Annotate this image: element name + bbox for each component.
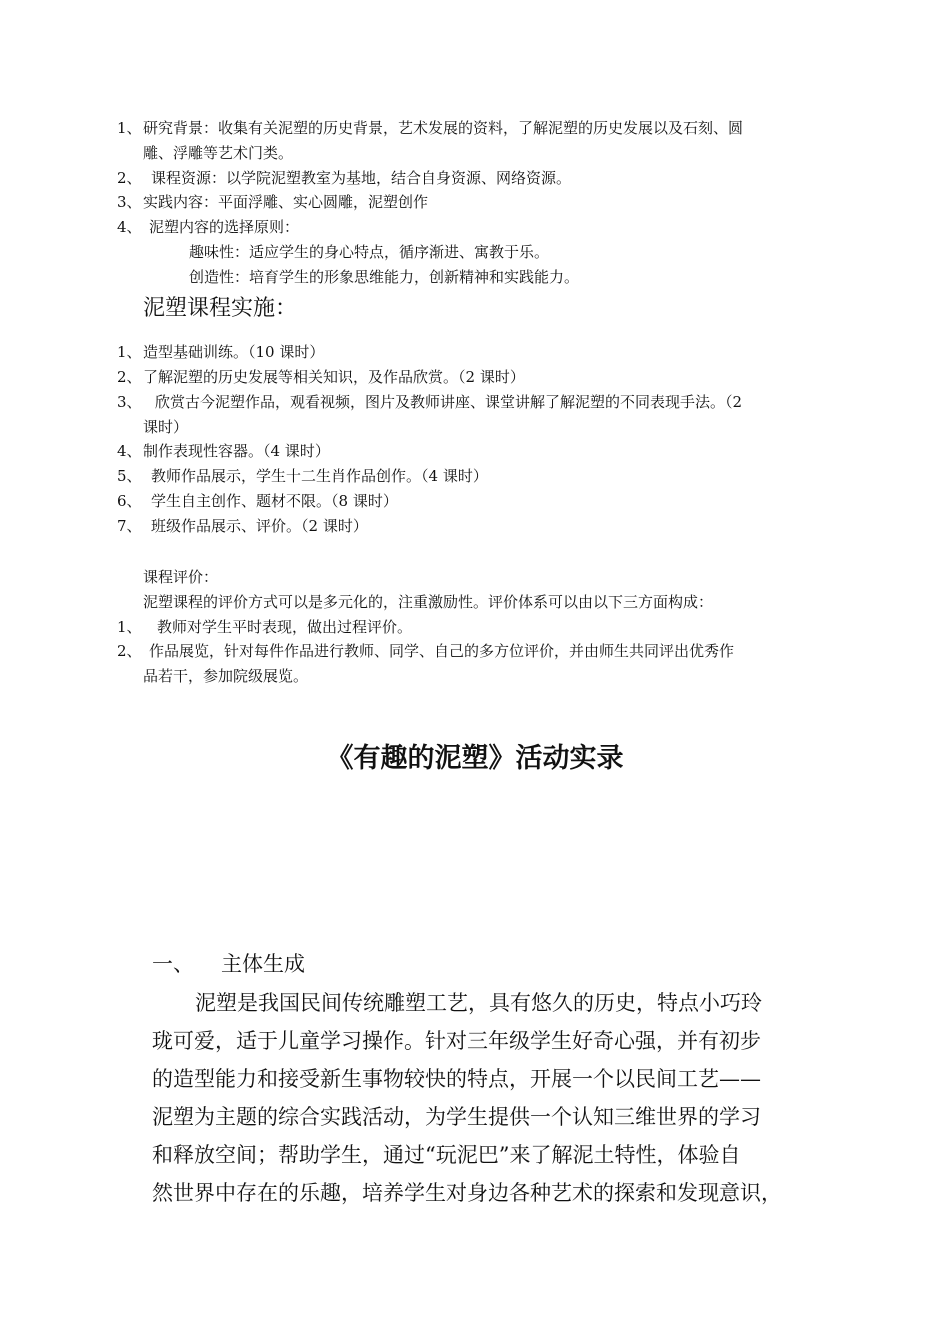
list-item-text: 制作表现性容器。（4 课时） xyxy=(143,442,330,460)
section-title: 主体生成 xyxy=(221,952,305,976)
list-number: 2、 xyxy=(117,368,142,386)
list-number: 1、 xyxy=(117,618,142,636)
list-item-text: 欣赏古今泥塑作品，观看视频，图片及教师讲座、课堂讲解了解泥塑的不同表现手法。（2 xyxy=(155,393,743,411)
paragraph-line: 然世界中存在的乐趣，培养学生对身边各种艺术的探索和发现意识， xyxy=(152,1181,782,1205)
list-number: 2、 xyxy=(117,642,142,660)
list-number: 6、 xyxy=(117,492,142,510)
list-item-text: 雕、浮雕等艺术门类。 xyxy=(143,144,294,162)
list-number: 4、 xyxy=(117,218,142,236)
list-number: 5、 xyxy=(117,467,142,485)
list-item-text: 泥塑内容的选择原则： xyxy=(149,218,300,236)
list-number: 3、 xyxy=(117,193,142,211)
list-item-text: 学生自主创作、题材不限。（8 课时） xyxy=(151,492,398,510)
list-item-text: 课时） xyxy=(143,418,189,436)
paragraph-line: 和释放空间；帮助学生，通过“玩泥巴”来了解泥土特性，体验自 xyxy=(152,1143,741,1167)
list-item-text: 实践内容：平面浮雕、实心圆雕，泥塑创作 xyxy=(143,193,429,211)
list-item-text: 研究背景：收集有关泥塑的历史背景，艺术发展的资料，了解泥塑的历史发展以及石刻、圆 xyxy=(143,119,744,137)
paragraph-line: 的造型能力和接受新生事物较快的特点，开展一个以民间工艺—— xyxy=(152,1067,761,1091)
paragraph-line: 泥塑是我国民间传统雕塑工艺，具有悠久的历史，特点小巧玲 xyxy=(195,991,762,1015)
list-item-text: 课程资源：以学院泥塑教室为基地，结合自身资源、网络资源。 xyxy=(151,169,572,187)
list-item-text: 了解泥塑的历史发展等相关知识，及作品欣赏。（2 课时） xyxy=(143,368,525,386)
list-number: 2、 xyxy=(117,169,142,187)
list-item-text: 造型基础训练。（10 课时） xyxy=(143,343,325,361)
implementation-heading: 泥塑课程实施： xyxy=(143,296,298,321)
record-title: 《有趣的泥塑》活动实录 xyxy=(326,743,624,774)
evaluation-heading: 课程评价： xyxy=(143,568,219,586)
list-number: 1、 xyxy=(117,343,142,361)
list-item-text: 教师对学生平时表现，做出过程评价。 xyxy=(157,618,413,636)
list-item-text: 作品展览，针对每件作品进行教师、同学、自己的多方位评价，并由师生共同评出优秀作 xyxy=(149,642,735,660)
list-number: 4、 xyxy=(117,442,142,460)
list-item-text: 班级作品展示、评价。（2 课时） xyxy=(151,517,368,535)
list-item-text: 教师作品展示，学生十二生肖作品创作。（4 课时） xyxy=(151,467,488,485)
section-number: 一、 xyxy=(152,952,194,976)
evaluation-intro: 泥塑课程的评价方式可以是多元化的，注重激励性。评价体系可以由以下三方面构成： xyxy=(143,593,714,611)
list-number: 1、 xyxy=(117,119,142,137)
list-item-text: 品若干，参加院级展览。 xyxy=(143,667,309,685)
paragraph-line: 珑可爱，适于儿童学习操作。针对三年级学生好奇心强，并有初步 xyxy=(152,1029,761,1053)
paragraph-line: 泥塑为主题的综合实践活动，为学生提供一个认知三维世界的学习 xyxy=(152,1105,761,1129)
list-number: 7、 xyxy=(117,517,142,535)
principle-text: 趣味性：适应学生的身心特点，循序渐进、寓教于乐。 xyxy=(189,243,550,261)
principle-text: 创造性：培育学生的形象思维能力，创新精神和实践能力。 xyxy=(189,268,580,286)
list-number: 3、 xyxy=(117,393,142,411)
